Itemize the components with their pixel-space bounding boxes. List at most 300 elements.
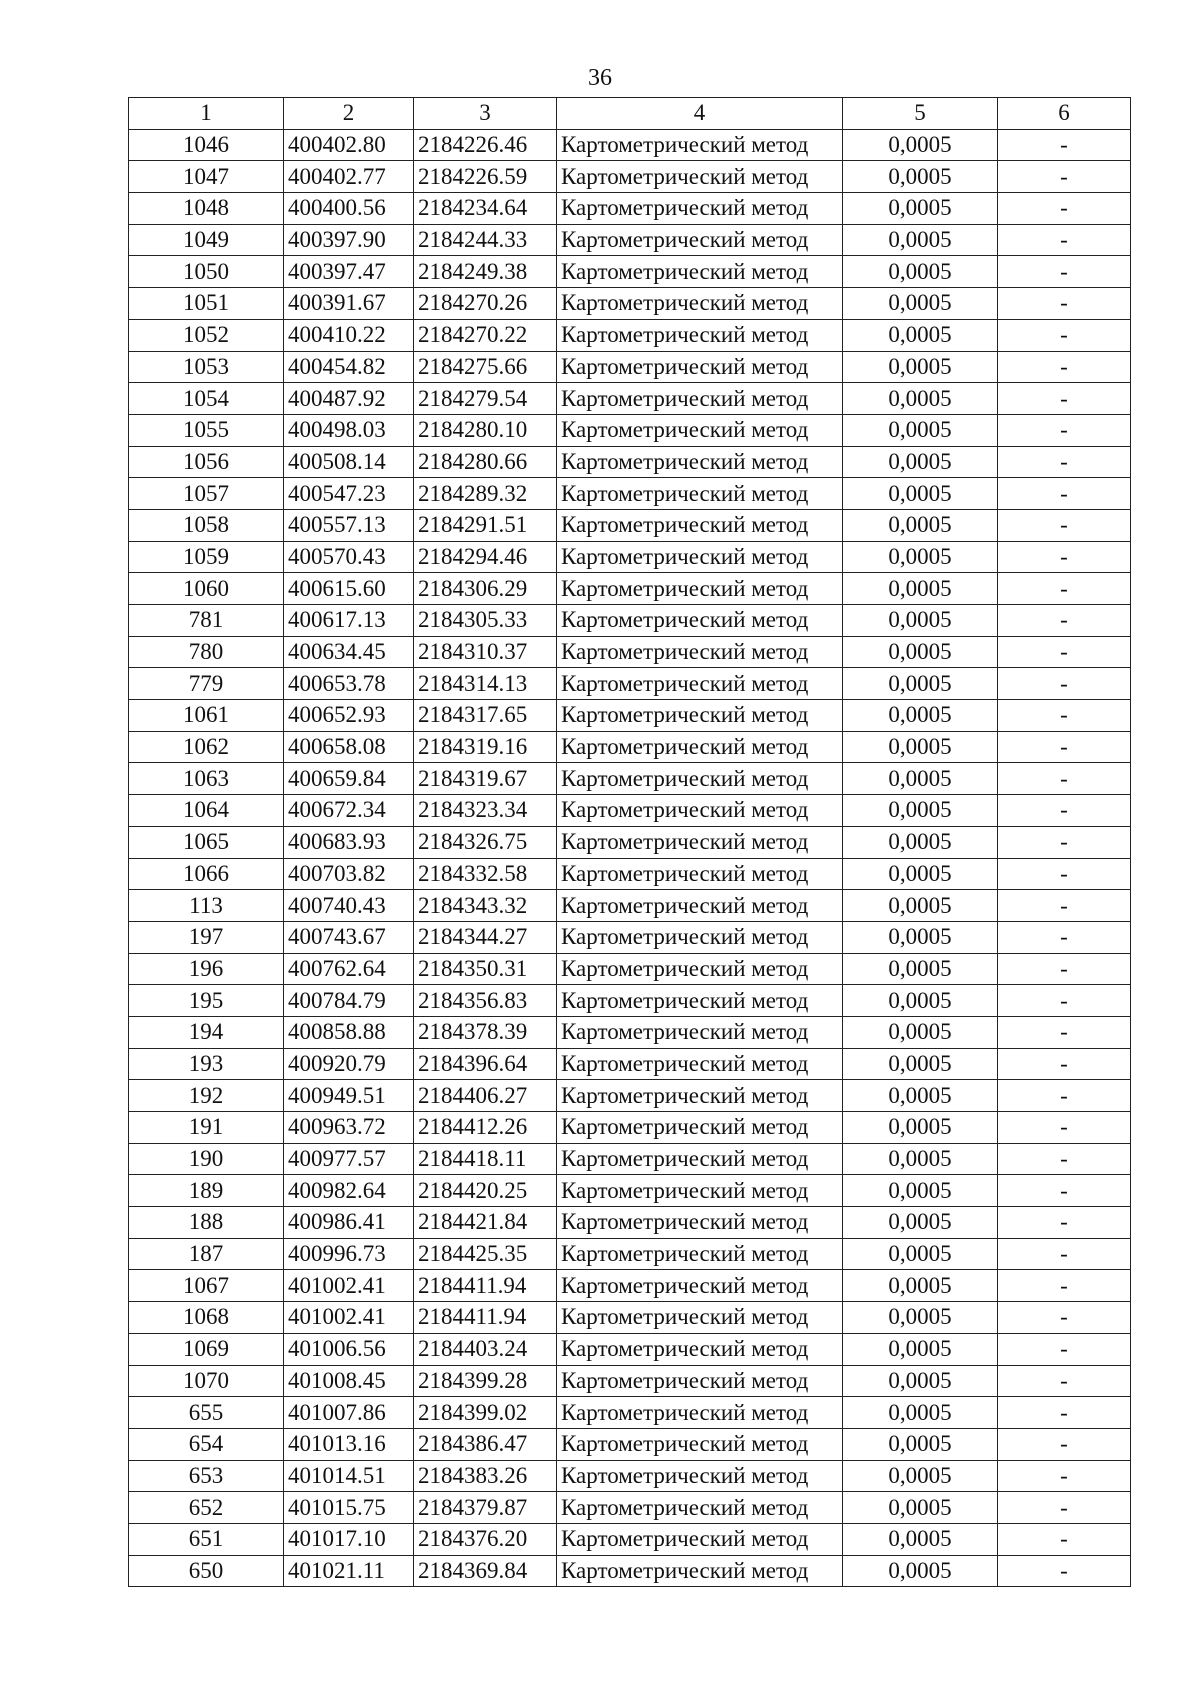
y-coordinate-cell: 2184399.02	[414, 1397, 557, 1429]
method-cell: Картометрический метод	[557, 1048, 843, 1080]
point-number-cell: 113	[129, 890, 284, 922]
x-coordinate-cell: 400547.23	[284, 478, 414, 510]
table-row	[129, 1397, 1131, 1429]
x-coordinate-cell: 401002.41	[284, 1270, 414, 1302]
point-number-cell: 1069	[129, 1333, 284, 1365]
x-coordinate-cell: 400658.08	[284, 731, 414, 763]
method-cell: Картометрический метод	[557, 414, 843, 446]
y-coordinate-cell: 2184344.27	[414, 921, 557, 953]
method-cell: Картометрический метод	[557, 1175, 843, 1207]
y-coordinate-cell: 2184406.27	[414, 1080, 557, 1112]
table-row	[129, 193, 1131, 225]
y-coordinate-cell: 2184291.51	[414, 509, 557, 541]
x-coordinate-cell: 401006.56	[284, 1333, 414, 1365]
point-number-cell: 1056	[129, 446, 284, 478]
y-coordinate-cell: 2184244.33	[414, 224, 557, 256]
table-row	[129, 1492, 1131, 1524]
x-coordinate-cell: 401021.11	[284, 1555, 414, 1587]
y-coordinate-cell: 2184396.64	[414, 1048, 557, 1080]
method-cell: Картометрический метод	[557, 985, 843, 1017]
note-cell: -	[998, 605, 1131, 637]
accuracy-cell: 0,0005	[843, 636, 998, 668]
accuracy-cell: 0,0005	[843, 1333, 998, 1365]
method-cell: Картометрический метод	[557, 288, 843, 320]
y-coordinate-cell: 2184275.66	[414, 351, 557, 383]
point-number-cell: 1062	[129, 731, 284, 763]
y-coordinate-cell: 2184412.26	[414, 1112, 557, 1144]
y-coordinate-cell: 2184326.75	[414, 826, 557, 858]
method-cell: Картометрический метод	[557, 1270, 843, 1302]
table-row	[129, 636, 1131, 668]
x-coordinate-cell: 400740.43	[284, 890, 414, 922]
method-cell: Картометрический метод	[557, 1016, 843, 1048]
note-cell: -	[998, 1080, 1131, 1112]
y-coordinate-cell: 2184279.54	[414, 383, 557, 415]
table-body	[129, 129, 1131, 1587]
method-cell: Картометрический метод	[557, 1112, 843, 1144]
table-row	[129, 224, 1131, 256]
method-cell: Картометрический метод	[557, 1397, 843, 1429]
y-coordinate-cell: 2184317.65	[414, 700, 557, 732]
y-coordinate-cell: 2184234.64	[414, 193, 557, 225]
point-number-cell: 1066	[129, 858, 284, 890]
accuracy-cell: 0,0005	[843, 1397, 998, 1429]
method-cell: Картометрический метод	[557, 1302, 843, 1334]
x-coordinate-cell: 400920.79	[284, 1048, 414, 1080]
y-coordinate-cell: 2184310.37	[414, 636, 557, 668]
accuracy-cell: 0,0005	[843, 1492, 998, 1524]
x-coordinate-cell: 400487.92	[284, 383, 414, 415]
note-cell: -	[998, 700, 1131, 732]
accuracy-cell: 0,0005	[843, 1175, 998, 1207]
y-coordinate-cell: 2184306.29	[414, 573, 557, 605]
y-coordinate-cell: 2184319.16	[414, 731, 557, 763]
x-coordinate-cell: 400397.90	[284, 224, 414, 256]
y-coordinate-cell: 2184305.33	[414, 605, 557, 637]
note-cell: -	[998, 1270, 1131, 1302]
x-coordinate-cell: 400557.13	[284, 509, 414, 541]
accuracy-cell: 0,0005	[843, 224, 998, 256]
note-cell: -	[998, 478, 1131, 510]
note-cell: -	[998, 953, 1131, 985]
table-row	[129, 1080, 1131, 1112]
point-number-cell: 1058	[129, 509, 284, 541]
note-cell: -	[998, 795, 1131, 827]
note-cell: -	[998, 1555, 1131, 1587]
table-row	[129, 1175, 1131, 1207]
x-coordinate-cell: 400653.78	[284, 668, 414, 700]
note-cell: -	[998, 573, 1131, 605]
note-cell: -	[998, 636, 1131, 668]
accuracy-cell: 0,0005	[843, 1428, 998, 1460]
y-coordinate-cell: 2184270.22	[414, 319, 557, 351]
point-number-cell: 1051	[129, 288, 284, 320]
accuracy-cell: 0,0005	[843, 319, 998, 351]
point-number-cell: 1052	[129, 319, 284, 351]
y-coordinate-cell: 2184379.87	[414, 1492, 557, 1524]
note-cell: -	[998, 288, 1131, 320]
accuracy-cell: 0,0005	[843, 193, 998, 225]
note-cell: -	[998, 1207, 1131, 1239]
method-cell: Картометрический метод	[557, 826, 843, 858]
point-number-cell: 1053	[129, 351, 284, 383]
point-number-cell: 1048	[129, 193, 284, 225]
y-coordinate-cell: 2184386.47	[414, 1428, 557, 1460]
note-cell: -	[998, 1460, 1131, 1492]
table-row	[129, 1238, 1131, 1270]
note-cell: -	[998, 509, 1131, 541]
note-cell: -	[998, 1016, 1131, 1048]
column-header: 2	[284, 98, 414, 130]
point-number-cell: 1049	[129, 224, 284, 256]
note-cell: -	[998, 1302, 1131, 1334]
method-cell: Картометрический метод	[557, 953, 843, 985]
x-coordinate-cell: 400498.03	[284, 414, 414, 446]
table-row	[129, 1555, 1131, 1587]
x-coordinate-cell: 400986.41	[284, 1207, 414, 1239]
method-cell: Картометрический метод	[557, 1143, 843, 1175]
point-number-cell: 1064	[129, 795, 284, 827]
note-cell: -	[998, 763, 1131, 795]
table-row	[129, 129, 1131, 161]
point-number-cell: 192	[129, 1080, 284, 1112]
method-cell: Картометрический метод	[557, 731, 843, 763]
x-coordinate-cell: 400784.79	[284, 985, 414, 1017]
note-cell: -	[998, 1397, 1131, 1429]
table-row	[129, 446, 1131, 478]
y-coordinate-cell: 2184280.10	[414, 414, 557, 446]
note-cell: -	[998, 1492, 1131, 1524]
table-row	[129, 319, 1131, 351]
note-cell: -	[998, 1428, 1131, 1460]
x-coordinate-cell: 401015.75	[284, 1492, 414, 1524]
note-cell: -	[998, 193, 1131, 225]
y-coordinate-cell: 2184421.84	[414, 1207, 557, 1239]
table-row	[129, 953, 1131, 985]
note-cell: -	[998, 161, 1131, 193]
table-row	[129, 795, 1131, 827]
point-number-cell: 197	[129, 921, 284, 953]
accuracy-cell: 0,0005	[843, 953, 998, 985]
method-cell: Картометрический метод	[557, 636, 843, 668]
note-cell: -	[998, 383, 1131, 415]
accuracy-cell: 0,0005	[843, 1016, 998, 1048]
method-cell: Картометрический метод	[557, 763, 843, 795]
y-coordinate-cell: 2184280.66	[414, 446, 557, 478]
y-coordinate-cell: 2184420.25	[414, 1175, 557, 1207]
x-coordinate-cell: 401014.51	[284, 1460, 414, 1492]
table-row	[129, 1048, 1131, 1080]
note-cell: -	[998, 256, 1131, 288]
point-number-cell: 650	[129, 1555, 284, 1587]
accuracy-cell: 0,0005	[843, 509, 998, 541]
y-coordinate-cell: 2184376.20	[414, 1523, 557, 1555]
y-coordinate-cell: 2184411.94	[414, 1302, 557, 1334]
accuracy-cell: 0,0005	[843, 1460, 998, 1492]
x-coordinate-cell: 400683.93	[284, 826, 414, 858]
point-number-cell: 781	[129, 605, 284, 637]
note-cell: -	[998, 1048, 1131, 1080]
point-number-cell: 780	[129, 636, 284, 668]
note-cell: -	[998, 1143, 1131, 1175]
x-coordinate-cell: 400762.64	[284, 953, 414, 985]
table-row	[129, 668, 1131, 700]
note-cell: -	[998, 319, 1131, 351]
x-coordinate-cell: 400949.51	[284, 1080, 414, 1112]
point-number-cell: 1059	[129, 541, 284, 573]
method-cell: Картометрический метод	[557, 1492, 843, 1524]
y-coordinate-cell: 2184294.46	[414, 541, 557, 573]
accuracy-cell: 0,0005	[843, 1523, 998, 1555]
x-coordinate-cell: 400508.14	[284, 446, 414, 478]
x-coordinate-cell: 400615.60	[284, 573, 414, 605]
table-row	[129, 1302, 1131, 1334]
table-row	[129, 1270, 1131, 1302]
point-number-cell: 187	[129, 1238, 284, 1270]
point-number-cell: 652	[129, 1492, 284, 1524]
point-number-cell: 190	[129, 1143, 284, 1175]
y-coordinate-cell: 2184319.67	[414, 763, 557, 795]
y-coordinate-cell: 2184270.26	[414, 288, 557, 320]
x-coordinate-cell: 400570.43	[284, 541, 414, 573]
x-coordinate-cell: 401007.86	[284, 1397, 414, 1429]
y-coordinate-cell: 2184425.35	[414, 1238, 557, 1270]
table-row	[129, 256, 1131, 288]
y-coordinate-cell: 2184226.46	[414, 129, 557, 161]
accuracy-cell: 0,0005	[843, 1302, 998, 1334]
point-number-cell: 1067	[129, 1270, 284, 1302]
point-number-cell: 195	[129, 985, 284, 1017]
table-row	[129, 1333, 1131, 1365]
accuracy-cell: 0,0005	[843, 1080, 998, 1112]
note-cell: -	[998, 129, 1131, 161]
accuracy-cell: 0,0005	[843, 1112, 998, 1144]
accuracy-cell: 0,0005	[843, 763, 998, 795]
accuracy-cell: 0,0005	[843, 161, 998, 193]
column-header: 3	[414, 98, 557, 130]
table-row	[129, 509, 1131, 541]
point-number-cell: 1063	[129, 763, 284, 795]
x-coordinate-cell: 400402.80	[284, 129, 414, 161]
y-coordinate-cell: 2184289.32	[414, 478, 557, 510]
method-cell: Картометрический метод	[557, 921, 843, 953]
note-cell: -	[998, 985, 1131, 1017]
accuracy-cell: 0,0005	[843, 605, 998, 637]
method-cell: Картометрический метод	[557, 700, 843, 732]
method-cell: Картометрический метод	[557, 1207, 843, 1239]
y-coordinate-cell: 2184356.83	[414, 985, 557, 1017]
method-cell: Картометрический метод	[557, 1555, 843, 1587]
note-cell: -	[998, 414, 1131, 446]
table-row	[129, 731, 1131, 763]
accuracy-cell: 0,0005	[843, 414, 998, 446]
accuracy-cell: 0,0005	[843, 700, 998, 732]
point-number-cell: 1068	[129, 1302, 284, 1334]
note-cell: -	[998, 224, 1131, 256]
note-cell: -	[998, 1175, 1131, 1207]
point-number-cell: 189	[129, 1175, 284, 1207]
y-coordinate-cell: 2184249.38	[414, 256, 557, 288]
accuracy-cell: 0,0005	[843, 288, 998, 320]
point-number-cell: 1061	[129, 700, 284, 732]
table-row	[129, 541, 1131, 573]
method-cell: Картометрический метод	[557, 1428, 843, 1460]
x-coordinate-cell: 400982.64	[284, 1175, 414, 1207]
x-coordinate-cell: 400703.82	[284, 858, 414, 890]
accuracy-cell: 0,0005	[843, 1143, 998, 1175]
method-cell: Картометрический метод	[557, 224, 843, 256]
accuracy-cell: 0,0005	[843, 890, 998, 922]
y-coordinate-cell: 2184369.84	[414, 1555, 557, 1587]
method-cell: Картометрический метод	[557, 351, 843, 383]
note-cell: -	[998, 731, 1131, 763]
point-number-cell: 1060	[129, 573, 284, 605]
method-cell: Картометрический метод	[557, 1460, 843, 1492]
table-row	[129, 921, 1131, 953]
x-coordinate-cell: 400672.34	[284, 795, 414, 827]
method-cell: Картометрический метод	[557, 668, 843, 700]
point-number-cell: 654	[129, 1428, 284, 1460]
table-row	[129, 351, 1131, 383]
point-number-cell: 779	[129, 668, 284, 700]
table-row	[129, 1460, 1131, 1492]
point-number-cell: 196	[129, 953, 284, 985]
note-cell: -	[998, 1523, 1131, 1555]
accuracy-cell: 0,0005	[843, 351, 998, 383]
method-cell: Картометрический метод	[557, 541, 843, 573]
accuracy-cell: 0,0005	[843, 795, 998, 827]
x-coordinate-cell: 400963.72	[284, 1112, 414, 1144]
method-cell: Картометрический метод	[557, 319, 843, 351]
column-header: 1	[129, 98, 284, 130]
x-coordinate-cell: 400391.67	[284, 288, 414, 320]
note-cell: -	[998, 826, 1131, 858]
x-coordinate-cell: 400634.45	[284, 636, 414, 668]
point-number-cell: 1070	[129, 1365, 284, 1397]
column-header: 6	[998, 98, 1131, 130]
x-coordinate-cell: 400402.77	[284, 161, 414, 193]
y-coordinate-cell: 2184383.26	[414, 1460, 557, 1492]
x-coordinate-cell: 400996.73	[284, 1238, 414, 1270]
table-row	[129, 288, 1131, 320]
accuracy-cell: 0,0005	[843, 383, 998, 415]
table-row	[129, 1143, 1131, 1175]
y-coordinate-cell: 2184411.94	[414, 1270, 557, 1302]
accuracy-cell: 0,0005	[843, 129, 998, 161]
method-cell: Картометрический метод	[557, 795, 843, 827]
y-coordinate-cell: 2184350.31	[414, 953, 557, 985]
accuracy-cell: 0,0005	[843, 1238, 998, 1270]
note-cell: -	[998, 351, 1131, 383]
table-row	[129, 383, 1131, 415]
accuracy-cell: 0,0005	[843, 478, 998, 510]
table-row	[129, 1365, 1131, 1397]
y-coordinate-cell: 2184343.32	[414, 890, 557, 922]
x-coordinate-cell: 400743.67	[284, 921, 414, 953]
x-coordinate-cell: 401008.45	[284, 1365, 414, 1397]
accuracy-cell: 0,0005	[843, 858, 998, 890]
method-cell: Картометрический метод	[557, 1523, 843, 1555]
point-number-cell: 193	[129, 1048, 284, 1080]
point-number-cell: 1054	[129, 383, 284, 415]
note-cell: -	[998, 1238, 1131, 1270]
x-coordinate-cell: 401017.10	[284, 1523, 414, 1555]
accuracy-cell: 0,0005	[843, 731, 998, 763]
x-coordinate-cell: 400400.56	[284, 193, 414, 225]
method-cell: Картометрический метод	[557, 256, 843, 288]
table-row	[129, 1207, 1131, 1239]
note-cell: -	[998, 541, 1131, 573]
method-cell: Картометрический метод	[557, 605, 843, 637]
method-cell: Картометрический метод	[557, 890, 843, 922]
method-cell: Картометрический метод	[557, 478, 843, 510]
method-cell: Картометрический метод	[557, 383, 843, 415]
x-coordinate-cell: 400977.57	[284, 1143, 414, 1175]
x-coordinate-cell: 400659.84	[284, 763, 414, 795]
note-cell: -	[998, 890, 1131, 922]
point-number-cell: 191	[129, 1112, 284, 1144]
x-coordinate-cell: 400858.88	[284, 1016, 414, 1048]
accuracy-cell: 0,0005	[843, 446, 998, 478]
accuracy-cell: 0,0005	[843, 541, 998, 573]
table-row	[129, 763, 1131, 795]
point-number-cell: 1046	[129, 129, 284, 161]
table-row	[129, 161, 1131, 193]
point-number-cell: 651	[129, 1523, 284, 1555]
table-row	[129, 478, 1131, 510]
method-cell: Картометрический метод	[557, 129, 843, 161]
method-cell: Картометрический метод	[557, 509, 843, 541]
x-coordinate-cell: 400652.93	[284, 700, 414, 732]
table-row	[129, 700, 1131, 732]
table-row	[129, 1428, 1131, 1460]
table-row	[129, 605, 1131, 637]
table-row	[129, 1523, 1131, 1555]
x-coordinate-cell: 401002.41	[284, 1302, 414, 1334]
point-number-cell: 188	[129, 1207, 284, 1239]
column-header: 4	[557, 98, 843, 130]
method-cell: Картометрический метод	[557, 858, 843, 890]
accuracy-cell: 0,0005	[843, 826, 998, 858]
method-cell: Картометрический метод	[557, 161, 843, 193]
accuracy-cell: 0,0005	[843, 573, 998, 605]
table-row	[129, 858, 1131, 890]
table-row	[129, 985, 1131, 1017]
page-number: 36	[588, 65, 612, 91]
point-number-cell: 653	[129, 1460, 284, 1492]
method-cell: Картометрический метод	[557, 1080, 843, 1112]
method-cell: Картометрический метод	[557, 1238, 843, 1270]
note-cell: -	[998, 446, 1131, 478]
method-cell: Картометрический метод	[557, 573, 843, 605]
x-coordinate-cell: 400454.82	[284, 351, 414, 383]
x-coordinate-cell: 401013.16	[284, 1428, 414, 1460]
column-header: 5	[843, 98, 998, 130]
point-number-cell: 655	[129, 1397, 284, 1429]
y-coordinate-cell: 2184403.24	[414, 1333, 557, 1365]
accuracy-cell: 0,0005	[843, 1207, 998, 1239]
table-row	[129, 573, 1131, 605]
note-cell: -	[998, 1365, 1131, 1397]
note-cell: -	[998, 858, 1131, 890]
coordinates-table	[128, 97, 1131, 1587]
accuracy-cell: 0,0005	[843, 1365, 998, 1397]
note-cell: -	[998, 921, 1131, 953]
accuracy-cell: 0,0005	[843, 985, 998, 1017]
method-cell: Картометрический метод	[557, 1365, 843, 1397]
y-coordinate-cell: 2184323.34	[414, 795, 557, 827]
accuracy-cell: 0,0005	[843, 668, 998, 700]
